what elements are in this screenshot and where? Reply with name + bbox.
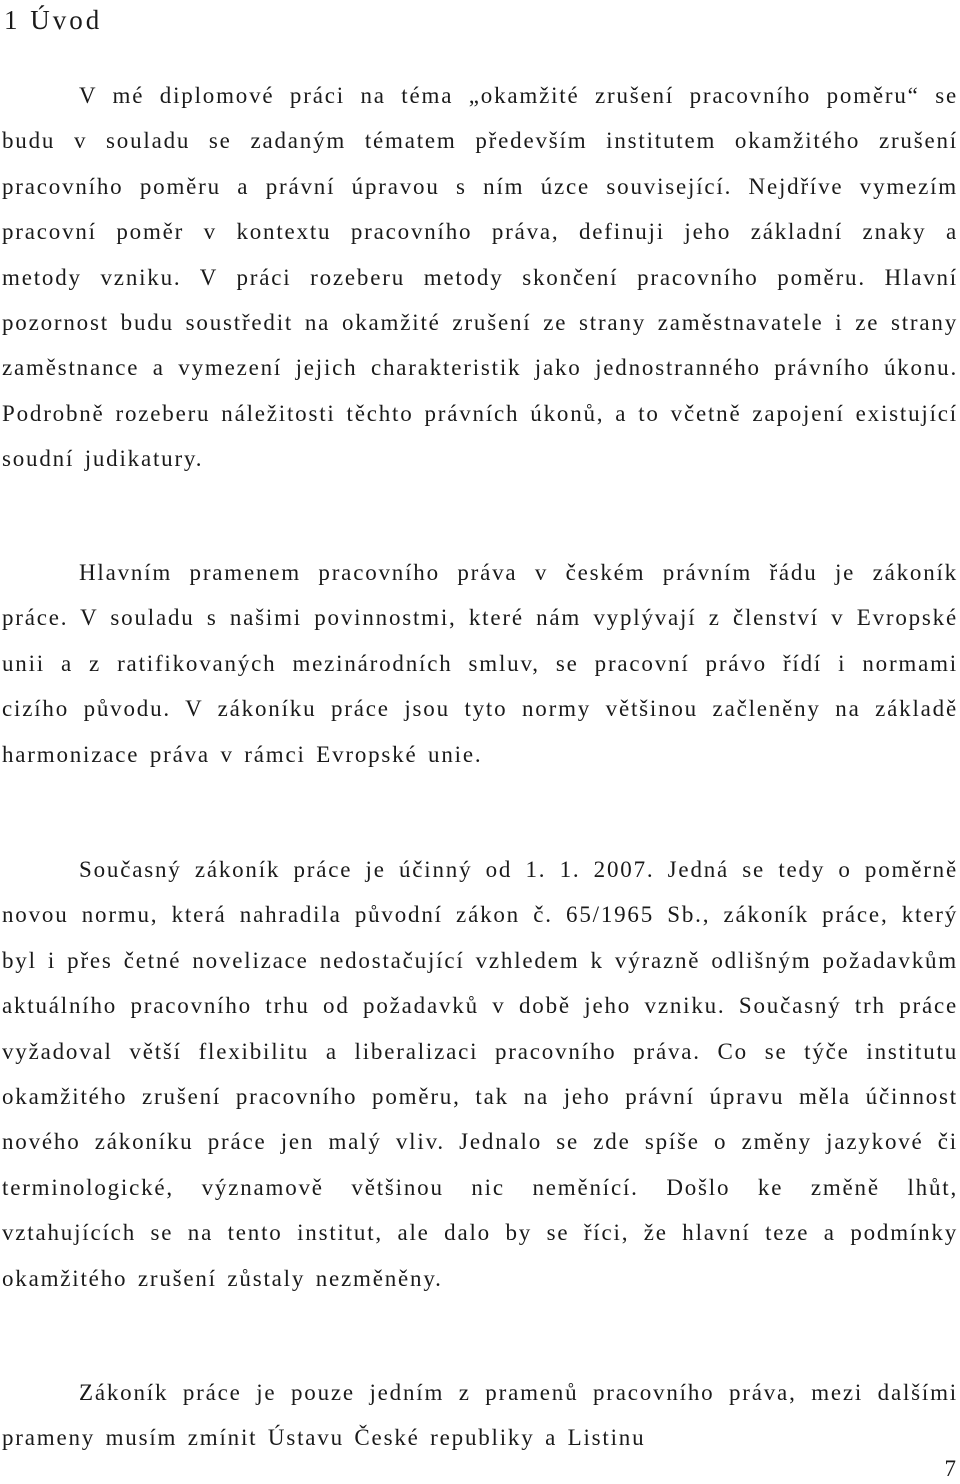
page-number: 7 (944, 1456, 956, 1481)
paragraph-other-sources: Zákoník práce je pouze jedním z pramenů pracovního práva, mezi dalšími prameny musím zmínit Ústavu České republiky a Listinu (2, 1380, 958, 1451)
paragraph-sources: Hlavním pramenem pracovního práva v českém právním řádu je zákoník práce. V souladu s našimi povinnostmi, které nám vyplývají z členství v Evropské unii a z ratifikovaných mezinárodních smluv, se pracovní právo řídí i normami cizího původu. V zákoníku práce jsou tyto normy většinou začleněny na základě harmonizace práva v rámci Evropské unie. (2, 560, 958, 767)
paragraph-labour-code: Současný zákoník práce je účinný od 1. 1. 2007. Jedná se tedy o poměrně novou normu, která nahradila původní zákon č. 65/1965 Sb., zákoník práce, který byl i přes četné novelizace nedostačující vzhledem k výrazně odlišným požadavkům aktuálního pracovního trhu od požadavků v době jeho vzniku. Současný trh práce vyžadoval větší flexibilitu a liberalizaci pracovního práva. Co se týče institutu okamžitého zrušení pracovního poměru, tak na jeho právní úpravu měla účinnost nového zákoníku práce jen malý vliv. Jednalo se zde spíše o změny jazykové či terminologické, významově většinou nic neměnící. Došlo ke změně lhůt, vztahujících se na tento institut, ale dalo by se říci, že hlavní teze a podmínky okamžitého zrušení zůstaly nezměněny. (2, 857, 958, 1291)
chapter-heading: 1 Úvod (4, 5, 103, 35)
paragraph-intro: V mé diplomové práci na téma „okamžité zrušení pracovního poměru“ se budu v souladu se zadaným tématem především institutem okamžitého zrušení pracovního poměru a právní úpravou s ním úzce související. Nejdříve vymezím pracovní poměr v kontextu pracovního práva, definuji jeho základní znaky a metody vzniku. V práci rozeberu metody skončení pracovního poměru. Hlavní pozornost budu soustředit na okamžité zrušení ze strany zaměstnavatele i ze strany zaměstnance a vymezení jejich charakteristik jako jednostranného právního úkonu. Podrobně rozeberu náležitosti těchto právních úkonů, a to včetně zapojení existující soudní judikatury. (2, 83, 958, 472)
